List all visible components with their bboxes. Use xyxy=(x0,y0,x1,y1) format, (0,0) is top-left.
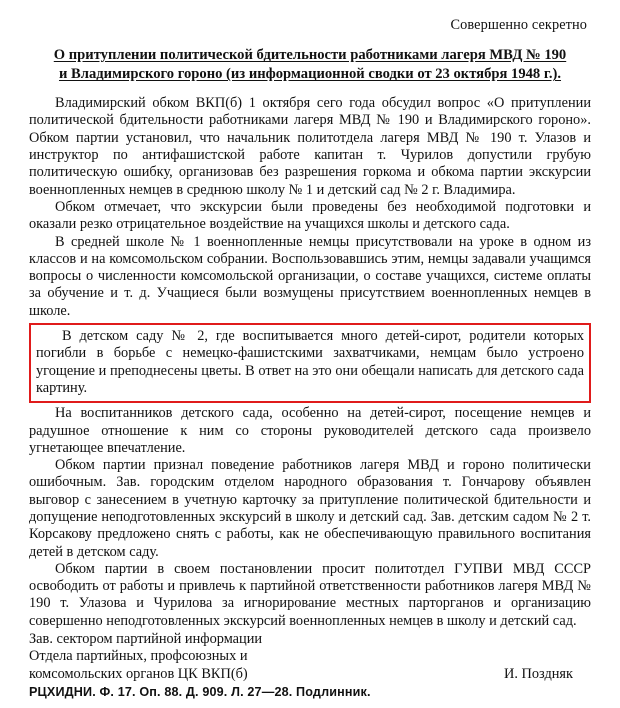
paragraph: В средней школе № 1 военнопленные немцы присутствовали на уроке в одном из классов и на комсомольском собрании. Воспользовавшись этим, немцы задавали учащимся вопросы о численности комсомольской организации, о составе учащихся, системе оплаты за обучение и т. д. Учащиеся были возмущены присутствием военнопленных немцев в школе. xyxy=(29,233,591,319)
paragraph: В детском саду № 2, где воспитывается много детей-сирот, родители которых погибли в борьбе с немецко-фашистскими захватчиками, немцам было устроено угощение и преподнесены цветы. В ответ на это они обещали написать для детского сада картину. xyxy=(36,328,584,396)
document-body xyxy=(15,95,605,630)
signature-line: Зав. сектором партийной информации xyxy=(29,631,263,648)
archive-reference: РЦХИДНИ. Ф. 17. Оп. 88. Д. 909. Л. 27—28. Подлинник. xyxy=(29,684,371,699)
signature-block xyxy=(15,631,605,700)
signature-row xyxy=(29,666,591,683)
paragraph: Владимирский обком ВКП(б) 1 октября сего года обсудил вопрос «О притуплении политической бдительности работниками лагеря МВД № 190 и Владимирского гороно». Обком партии установил, что начальник политотдела лагеря МВД № 190 т. Улазов и инструктор по антифашистской работе капитан т. Чурилов допустили грубую политическую ошибку, организовав без разрешения горкома и обкома партии экскурсии военнопленных немцев в среднюю школу № 1 и детский сад № 2 г. Владимира. xyxy=(29,95,591,198)
highlighted-passage-box xyxy=(29,323,591,403)
signature-line: комсомольских органов ЦК ВКП(б) xyxy=(29,665,248,682)
signatory-name: И. Поздняк xyxy=(503,665,573,682)
paragraph: На воспитанников детского сада, особенно на детей-сирот, посещение немцев и радушное отношение к ним со стороны руководителей детского сада произвело угнетающее впечатление. xyxy=(29,405,591,456)
paragraph: Обком партии в своем постановлении просит политотдел ГУПВИ МВД СССР освободить от работы и привлечь к партийной ответственности работников лагеря МВД № 190 т. Улазова и Чурилова за игнорирование местных парторганов и организацию совершенно неподготовленных экскурсий военнопленных немцев в школу и детский сад. xyxy=(29,560,591,629)
classification-stamp: Совершенно секретно xyxy=(450,17,587,33)
paragraph: Обком партии признал поведение работников лагеря МВД и гороно политически ошибочным. Зав. городским отделом народного образования т. Гончарову объявлен выговор с занесением в учетную карточку за притупление политической бдительности и допущение неподготовленных экскурсий в школу и детский сад. Зав. детским садом № 2 т. Корсакову предложено снять с работы, как не обеспечивающую правильного воспитания детей в детском саду. xyxy=(29,457,591,560)
signature-line: Отдела партийных, профсоюзных и xyxy=(29,648,248,665)
page-title xyxy=(15,46,605,84)
paragraph: Обком отмечает, что экскурсии были проведены без необходимой подготовки и оказали резко отрицательное воздействие на учащихся школы и детского сада. xyxy=(29,198,591,233)
title-line-1: О притуплении политической бдительности работниками лагеря МВД № 190 xyxy=(53,47,567,64)
title-line-2: и Владимирского гороно (из информационной сводки от 23 октября 1948 г.). xyxy=(58,66,562,83)
